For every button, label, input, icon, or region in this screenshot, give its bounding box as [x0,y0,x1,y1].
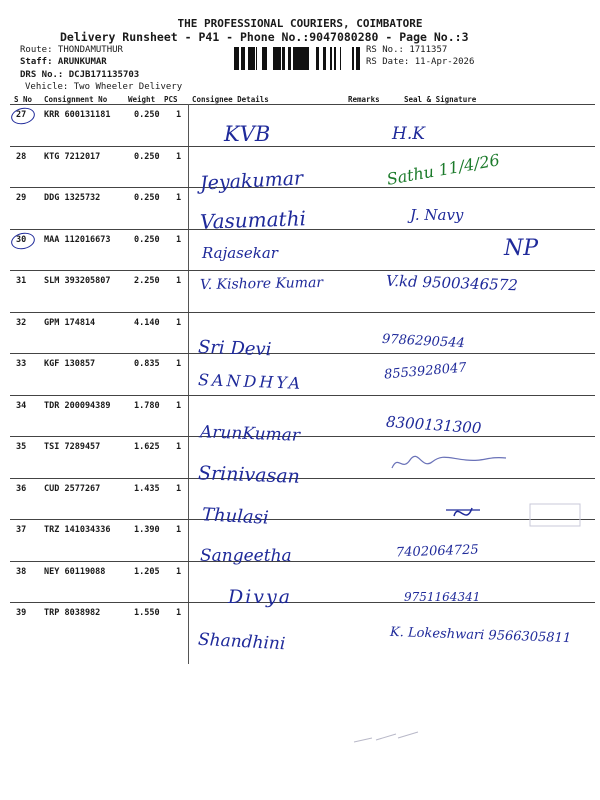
row-consignment-no: KGF 130857 [44,359,96,369]
row-divider [10,312,595,313]
row-consignment-no: KRR 600131181 [44,110,111,120]
handwritten-name: Sri Devi [197,336,272,361]
handwritten-name: Thulasi [201,504,270,529]
row-weight: 1.625 [134,442,160,452]
handwritten-signature: 7402064725 [395,542,479,561]
col-weight: Weight [128,95,156,104]
row-sno: 32 [16,317,27,328]
row-sno: 29 [16,193,27,203]
row-consignment-no: TDR 200094389 [44,400,111,411]
handwritten-name: SANDHYA [197,370,304,393]
row-sno: 31 [16,276,27,286]
row-consignment-no: SLM 393205807 [44,276,111,286]
row-pcs: 1 [176,483,182,494]
row-pcs: 1 [176,608,182,618]
handwritten-name: Divya [228,586,293,608]
col-consignment: Consignment No [44,95,108,104]
row-weight: 1.550 [134,608,160,618]
circled-row-mark [10,106,37,127]
row-weight: 0.835 [134,359,160,369]
col-remarks: Remarks [348,95,380,104]
row-consignment-no: DDG 1325732 [44,193,101,203]
handwritten-signature: 8553928047 [383,360,468,383]
row-pcs: 1 [176,566,182,577]
row-weight: 1.390 [134,525,160,535]
handwritten-name: Shandhini [197,629,286,655]
col-sno: S No [14,95,33,104]
handwritten-name: Sangeetha [200,546,292,566]
row-weight: 1.780 [134,400,160,411]
handwritten-signature: NP [504,236,539,261]
header-rule [10,104,595,105]
handwritten-name: KVB [224,122,271,146]
row-sno: 34 [16,400,27,411]
row-weight: 2.250 [134,276,160,286]
row-divider [10,561,595,562]
row-sno: 35 [16,442,27,452]
row-consignment-no: GPM 174814 [44,317,96,328]
col-pcs: PCS [164,95,178,104]
row-pcs: 1 [176,110,182,120]
col-consignee: Consignee Details [192,95,269,104]
route-label: Route: THONDAMUTHUR [20,45,123,55]
runsheet-subtitle: Delivery Runsheet - P41 - Phone No.:9047080280 - Page No.:3 [60,30,469,44]
handwritten-signature: 9751164341 [404,590,481,604]
handwritten-name: Rajasekar [202,244,278,262]
row-sno: 28 [16,151,27,162]
row-pcs: 1 [176,359,182,369]
row-pcs: 1 [176,400,182,411]
consignee-divider [188,104,189,664]
row-pcs: 1 [176,276,182,286]
row-pcs: 1 [176,151,182,162]
row-consignment-no: TSI 7289457 [44,442,101,452]
handwritten-signature: H.K [392,124,425,144]
handwritten-signature: J. Navy [410,206,464,224]
row-consignment-no: TRP 8038982 [44,608,101,618]
row-consignment-no: MAA 112016673 [44,234,111,245]
row-weight: 4.140 [134,317,160,328]
handwritten-name: Srinivasan [197,462,301,488]
company-title: THE PROFESSIONAL COURIERS, COIMBATORE [177,17,423,30]
handwritten-name: V. Kishore Kumar [199,274,324,294]
handwritten-signature: 8300131300 [385,412,482,438]
faint-signature-scribble [388,448,518,478]
row-weight: 1.435 [134,483,160,494]
circled-row-mark [10,230,37,251]
handwritten-signature: V.kd 9500346572 [385,271,519,295]
handwritten-name: Jeyakumar [199,167,304,195]
row-divider [10,436,595,437]
rs-number: RS No.: 1711357 [366,45,448,55]
row-sno: 37 [16,525,27,535]
col-seal: Seal & Signature [404,95,477,104]
staff-label: Staff: ARUNKUMAR [20,57,107,67]
row-pcs: 1 [176,525,182,535]
row-consignment-no: KTG 7212017 [44,151,101,162]
drs-label: DRS No.: DCJB171135703 [20,70,140,80]
handwritten-signature: K. Lokeshwari 9566305811 [389,624,572,647]
row-consignment-no: NEY 60119088 [44,566,106,577]
row-divider [10,602,595,603]
row-pcs: 1 [176,193,182,203]
row-weight: 0.250 [134,110,160,120]
faint-ink-marks [352,726,422,748]
row-consignment-no: CUD 2577267 [44,483,101,494]
row-weight: 0.250 [134,234,160,245]
handwritten-name: ArunKumar [199,422,301,446]
row-sno: 30 [16,234,27,245]
row-weight: 0.250 [134,151,160,162]
row-sno: 27 [16,110,27,120]
row-consignment-no: TRZ 141034336 [44,525,111,535]
row-sno: 38 [16,566,27,577]
handwritten-signature: Sathu 11/4/26 [385,150,502,189]
row-sno: 39 [16,608,27,618]
row-pcs: 1 [176,442,182,452]
row-pcs: 1 [176,234,182,245]
stamp-smudge [440,496,590,532]
row-divider [10,146,595,147]
row-divider [10,353,595,354]
row-sno: 36 [16,483,27,494]
rs-date: RS Date: 11-Apr-2026 [366,57,475,67]
vehicle-label: Vehicle: Two Wheeler Delivery [25,82,183,92]
row-weight: 1.205 [134,566,160,577]
row-divider [10,270,595,271]
handwritten-name: Vasumathi [199,206,307,234]
row-pcs: 1 [176,317,182,328]
row-divider [10,395,595,396]
row-sno: 33 [16,359,27,369]
row-weight: 0.250 [134,193,160,203]
handwritten-signature: 9786290544 [381,331,466,352]
barcode-image [234,47,362,70]
